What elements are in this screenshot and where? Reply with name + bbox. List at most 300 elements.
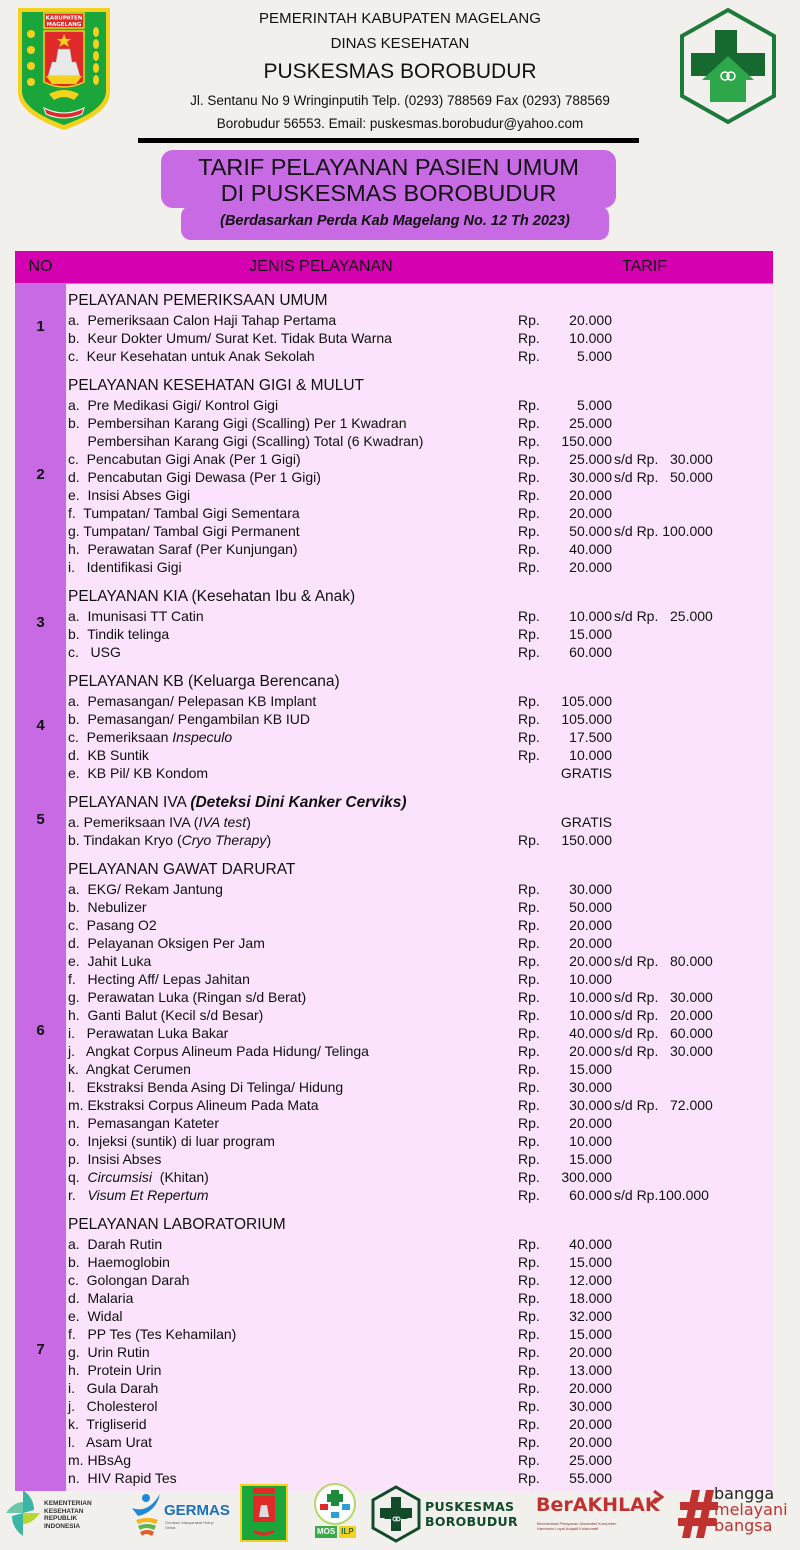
bangga-line-3: bangsa — [714, 1516, 773, 1535]
currency-label: Rp. — [518, 487, 540, 503]
currency-label: Rp. — [518, 989, 540, 1005]
price-value: 20.000 — [569, 1043, 612, 1059]
price-value: 20.000 — [569, 1115, 612, 1131]
germas-logo — [128, 1488, 228, 1543]
price-value: 105.000 — [561, 693, 612, 709]
table-row — [68, 764, 773, 782]
germas-logo-icon — [128, 1488, 168, 1543]
germas-name: GERMAS — [164, 1502, 230, 1519]
section-number: 2 — [15, 369, 66, 580]
table-row — [68, 625, 773, 643]
currency-label: Rp. — [518, 1007, 540, 1023]
section-number: 4 — [15, 665, 66, 786]
service-name — [68, 1078, 518, 1096]
price-value: 15.000 — [569, 1254, 612, 1270]
service-label: n. Pemasangan Kateter — [68, 1115, 219, 1131]
tariff-table — [15, 251, 773, 1491]
service-name — [68, 1168, 518, 1186]
price-value: 10.000 — [569, 971, 612, 987]
service-label: e. KB Pil/ KB Kondom — [68, 765, 209, 781]
price-value: 25.000 — [569, 1452, 612, 1468]
currency-label: Rp. — [518, 348, 540, 364]
service-name — [68, 916, 518, 934]
currency-label: Rp. — [518, 971, 540, 987]
price-range-max: s/d Rp. 30.000 — [614, 1043, 713, 1059]
germas-tagline: Gerakan Masyarakat Hidup Sehat — [165, 1520, 214, 1530]
price-value: 20.000 — [569, 917, 612, 933]
service-name — [68, 558, 518, 576]
puskesmas-name-line2: BOROBUDUR — [425, 1514, 518, 1529]
table-row — [68, 329, 773, 347]
chevron-right-icon — [652, 1490, 664, 1504]
kemenkes-line: INDONESIA — [44, 1522, 81, 1530]
price-value: 20.000 — [569, 559, 612, 575]
section-number: 1 — [15, 284, 66, 369]
service-name — [68, 1361, 518, 1379]
service-name — [68, 1150, 518, 1168]
service-label: i. Perawatan Luka Bakar — [68, 1025, 229, 1041]
table-row — [68, 1361, 773, 1379]
table-row — [68, 988, 773, 1006]
page-title-line1: TARIF PELAYANAN PASIEN UMUM — [198, 154, 579, 180]
column-header-no: NO — [28, 258, 53, 275]
table-section — [15, 1208, 773, 1491]
free-label: GRATIS — [560, 814, 612, 830]
price-value: 15.000 — [569, 626, 612, 642]
service-name — [68, 1186, 518, 1204]
service-name — [68, 1415, 518, 1433]
currency-label: Rp. — [518, 1079, 540, 1095]
service-name — [68, 710, 518, 728]
price-value: 30.000 — [569, 1097, 612, 1113]
service-label: b. Tindakan Kryo ( — [68, 832, 182, 848]
table-row — [68, 831, 773, 849]
table-row — [68, 1379, 773, 1397]
price-value: 30.000 — [569, 469, 612, 485]
free-label: GRATIS — [560, 765, 612, 781]
section-title-text: PELAYANAN KESEHATAN GIGI & MULUT — [68, 377, 364, 394]
hashtag-icon — [678, 1488, 718, 1540]
currency-label: Rp. — [518, 1308, 540, 1324]
price-value: 50.000 — [569, 899, 612, 915]
service-name — [68, 1271, 518, 1289]
service-label: b. Pembersihan Karang Gigi (Scalling) Per 1 Kwadran — [68, 415, 407, 431]
table-row — [68, 432, 773, 450]
service-label: a. Darah Rutin — [68, 1236, 163, 1252]
service-name — [68, 1343, 518, 1361]
service-name — [68, 764, 518, 782]
service-name — [68, 347, 518, 365]
price-value: 13.000 — [569, 1362, 612, 1378]
price-range-max: s/d Rp.100.000 — [614, 1187, 709, 1203]
price-value: 32.000 — [569, 1308, 612, 1324]
table-row — [68, 396, 773, 414]
section-number: 5 — [15, 786, 66, 853]
currency-label: Rp. — [518, 899, 540, 915]
currency-label: Rp. — [518, 953, 540, 969]
price-value: 20.000 — [569, 505, 612, 521]
currency-label: Rp. — [518, 1452, 540, 1468]
price-value: 300.000 — [561, 1169, 612, 1185]
section-title — [68, 857, 773, 880]
service-name — [68, 1253, 518, 1271]
currency-label: Rp. — [518, 1290, 540, 1306]
price-value: 10.000 — [569, 1133, 612, 1149]
service-label: d. Malaria — [68, 1290, 134, 1306]
currency-label: Rp. — [518, 1097, 540, 1113]
currency-label: Rp. — [518, 626, 540, 642]
table-row — [68, 952, 773, 970]
kemenkes-line: REPUBLIK — [44, 1515, 78, 1522]
service-name — [68, 643, 518, 661]
price-value: 20.000 — [569, 1344, 612, 1360]
price-value: 10.000 — [569, 747, 612, 763]
service-label: r. — [68, 1187, 88, 1203]
bangga-line-1: bangga — [714, 1484, 775, 1503]
price-value: 30.000 — [569, 1398, 612, 1414]
price-value: 25.000 — [569, 415, 612, 431]
column-header-tarif: TARIF — [621, 258, 668, 275]
service-label: d. Pencabutan Gigi Dewasa (Per 1 Gigi) — [68, 469, 321, 485]
currency-label: Rp. — [518, 1151, 540, 1167]
table-row — [68, 1433, 773, 1451]
berakhlak-tagline-2: Harmonis Loyal Adaptif Kolaboratif — [537, 1526, 599, 1531]
service-label: q. — [68, 1169, 88, 1185]
currency-label: Rp. — [518, 1380, 540, 1396]
table-row — [68, 414, 773, 432]
price-value: 60.000 — [569, 644, 612, 660]
service-label: e. Widal — [68, 1308, 123, 1324]
service-label: h. Protein Urin — [68, 1362, 162, 1378]
service-label: b. Nebulizer — [68, 899, 147, 915]
service-name — [68, 1307, 518, 1325]
page-subtitle: (Berdasarkan Perda Kab Magelang No. 12 Th 2023) — [220, 213, 570, 229]
currency-label: Rp. — [518, 433, 540, 449]
section-body — [66, 580, 773, 665]
service-label: d. Pelayanan Oksigen Per Jam — [68, 935, 265, 951]
price-value: 15.000 — [569, 1151, 612, 1167]
table-row — [68, 347, 773, 365]
currency-label: Rp. — [518, 1416, 540, 1432]
section-title-text: PELAYANAN LABORATORIUM — [68, 1216, 286, 1233]
footer-logos — [0, 1480, 800, 1550]
table-row — [68, 1114, 773, 1132]
header-divider — [138, 138, 639, 143]
table-row — [68, 311, 773, 329]
service-name — [68, 522, 518, 540]
currency-label: Rp. — [518, 1043, 540, 1059]
price-value: 5.000 — [576, 348, 612, 364]
currency-label: Rp. — [518, 1254, 540, 1270]
table-row — [68, 450, 773, 468]
currency-label: Rp. — [518, 608, 540, 624]
price-value: 150.000 — [561, 832, 612, 848]
header-government: PEMERINTAH KABUPATEN MAGELANG — [258, 10, 542, 27]
price-value: 25.000 — [569, 451, 612, 467]
section-title-text: PELAYANAN KB (Keluarga Berencana) — [68, 673, 340, 690]
currency-label: Rp. — [518, 505, 540, 521]
service-label: b. Haemoglobin — [68, 1254, 170, 1270]
currency-label: Rp. — [518, 1362, 540, 1378]
service-label: a. EKG/ Rekam Jantung — [68, 881, 223, 897]
service-name — [68, 1433, 518, 1451]
currency-label: Rp. — [518, 644, 540, 660]
table-row — [68, 1132, 773, 1150]
service-name — [68, 1451, 518, 1469]
service-name — [68, 450, 518, 468]
service-name — [68, 988, 518, 1006]
svg-text:KABUPATEN: KABUPATEN — [45, 15, 83, 22]
currency-label: Rp. — [518, 711, 540, 727]
section-title — [68, 669, 773, 692]
service-label: h. Ganti Balut (Kecil s/d Besar) — [68, 1007, 264, 1023]
price-value: 20.000 — [569, 312, 612, 328]
table-row — [68, 880, 773, 898]
service-label: d. KB Suntik — [68, 747, 149, 763]
table-row — [68, 1235, 773, 1253]
price-value: 40.000 — [569, 1025, 612, 1041]
service-name — [68, 831, 518, 849]
price-value: 10.000 — [569, 330, 612, 346]
table-body — [15, 284, 773, 1491]
price-value: 105.000 — [561, 711, 612, 727]
price-range-max: s/d Rp. 100.000 — [614, 523, 713, 539]
service-label: k. Trigliserid — [68, 1416, 147, 1432]
service-name — [68, 1024, 518, 1042]
section-body — [66, 665, 773, 786]
currency-label: Rp. — [518, 917, 540, 933]
service-label: c. Keur Kesehatan untuk Anak Sekolah — [68, 348, 315, 364]
price-value: 10.000 — [569, 608, 612, 624]
currency-label: Rp. — [518, 1344, 540, 1360]
table-section — [15, 369, 773, 580]
service-label: j. Angkat Corpus Alineum Pada Hidung/ Telinga — [68, 1043, 369, 1059]
price-value: 10.000 — [569, 989, 612, 1005]
section-title-text: PELAYANAN KIA (Kesehatan Ibu & Anak) — [68, 588, 356, 605]
currency-label: Rp. — [518, 935, 540, 951]
price-value: 5.000 — [576, 397, 612, 413]
service-name — [68, 813, 518, 831]
service-name — [68, 396, 518, 414]
price-value: 18.000 — [569, 1290, 612, 1306]
table-row — [68, 1343, 773, 1361]
table-row — [68, 468, 773, 486]
service-name — [68, 970, 518, 988]
price-range-max: s/d Rp. 25.000 — [614, 608, 713, 624]
section-number: 3 — [15, 580, 66, 665]
table-row — [68, 970, 773, 988]
currency-label: Rp. — [518, 832, 540, 848]
service-label: n. HIV Rapid Tes — [68, 1470, 177, 1486]
table-section — [15, 580, 773, 665]
page-title-line2: DI PUSKESMAS BOROBUDUR — [220, 180, 557, 206]
price-value: 15.000 — [569, 1061, 612, 1077]
service-label: b. Pemasangan/ Pengambilan KB IUD — [68, 711, 311, 727]
service-name — [68, 1235, 518, 1253]
table-row — [68, 1078, 773, 1096]
service-name — [68, 746, 518, 764]
section-title-text: PELAYANAN PEMERIKSAAN UMUM — [68, 292, 328, 309]
puskesmas-logo-icon — [668, 6, 788, 126]
table-row — [68, 504, 773, 522]
table-row — [68, 1289, 773, 1307]
currency-label: Rp. — [518, 312, 540, 328]
service-label-suffix: (Khitan) — [152, 1169, 209, 1185]
service-label-italic: Circumsisi — [87, 1169, 153, 1185]
price-range-max: s/d Rp. 72.000 — [614, 1097, 713, 1113]
service-label: g. Urin Rutin — [68, 1344, 150, 1360]
service-name — [68, 468, 518, 486]
currency-label: Rp. — [518, 1434, 540, 1450]
service-label: c. Golongan Darah — [68, 1272, 190, 1288]
service-name — [68, 934, 518, 952]
service-name — [68, 1325, 518, 1343]
service-label-italic: Cryo Therapy — [181, 832, 267, 848]
section-title — [68, 373, 773, 396]
price-range-max: s/d Rp. 50.000 — [614, 469, 713, 485]
table-row — [68, 1168, 773, 1186]
currency-label: Rp. — [518, 747, 540, 763]
service-name — [68, 1397, 518, 1415]
price-value: 150.000 — [561, 433, 612, 449]
kemenkes-line: KESEHATAN — [44, 1507, 84, 1515]
service-name — [68, 1379, 518, 1397]
service-label: f. Tumpatan/ Tambal Gigi Sementara — [68, 505, 300, 521]
service-label: h. Perawatan Saraf (Per Kunjungan) — [68, 541, 298, 557]
currency-label: Rp. — [518, 1272, 540, 1288]
service-name — [68, 1132, 518, 1150]
header-institution: PUSKESMAS BOROBUDUR — [263, 60, 537, 83]
service-label: f. PP Tes (Tes Kehamilan) — [68, 1326, 237, 1342]
service-label: b. Keur Dokter Umum/ Surat Ket. Tidak Buta Warna — [68, 330, 392, 346]
section-title — [68, 1212, 773, 1235]
header-department: DINAS KESEHATAN — [330, 35, 470, 52]
currency-label: Rp. — [518, 1236, 540, 1252]
section-body — [66, 1208, 773, 1491]
kabupaten-magelang-crest-icon — [239, 1483, 289, 1543]
price-value: 20.000 — [569, 953, 612, 969]
price-value: 40.000 — [569, 1236, 612, 1252]
currency-label: Rp. — [518, 1115, 540, 1131]
currency-label: Rp. — [518, 523, 540, 539]
ilp-label: ILP — [341, 1527, 354, 1536]
service-name — [68, 952, 518, 970]
currency-label: Rp. — [518, 469, 540, 485]
service-name — [68, 1096, 518, 1114]
table-row — [68, 710, 773, 728]
section-body — [66, 369, 773, 580]
berakhlak-logo — [536, 1490, 671, 1545]
price-value: 12.000 — [569, 1272, 612, 1288]
price-range-max: s/d Rp. 80.000 — [614, 953, 713, 969]
table-row — [68, 540, 773, 558]
service-name — [68, 486, 518, 504]
service-label: c. Pemeriksaan — [68, 729, 173, 745]
section-body — [66, 284, 773, 369]
mos-label: MOS — [317, 1527, 336, 1536]
section-title — [68, 584, 773, 607]
price-range-max: s/d Rp. 30.000 — [614, 451, 713, 467]
price-value: 20.000 — [569, 1416, 612, 1432]
price-range-max: s/d Rp. 60.000 — [614, 1025, 713, 1041]
table-row — [68, 813, 773, 831]
currency-label: Rp. — [518, 541, 540, 557]
berakhlak-ber: Ber — [536, 1494, 573, 1516]
service-name — [68, 414, 518, 432]
table-row — [68, 728, 773, 746]
currency-label: Rp. — [518, 1470, 540, 1486]
service-name — [68, 504, 518, 522]
puskesmas-borobudur-logo — [370, 1485, 530, 1545]
price-value: 20.000 — [569, 487, 612, 503]
price-value: 50.000 — [569, 523, 612, 539]
mos-ilp-logo — [310, 1482, 360, 1546]
service-name — [68, 880, 518, 898]
table-row — [68, 1096, 773, 1114]
currency-label: Rp. — [518, 1398, 540, 1414]
currency-label: Rp. — [518, 1025, 540, 1041]
puskesmas-logo-icon — [370, 1485, 422, 1543]
price-value: 20.000 — [569, 935, 612, 951]
table-row — [68, 934, 773, 952]
price-value: 17.500 — [569, 729, 612, 745]
service-label: c. USG — [68, 644, 121, 660]
table-row — [68, 1060, 773, 1078]
service-label: e. Jahit Luka — [68, 953, 152, 969]
section-title-text: PELAYANAN GAWAT DARURAT — [68, 861, 296, 878]
table-row — [68, 1307, 773, 1325]
bangga-melayani-bangsa-logo — [678, 1486, 798, 1546]
table-row — [68, 558, 773, 576]
service-label: a. Imunisasi TT Catin — [68, 608, 204, 624]
currency-label: Rp. — [518, 415, 540, 431]
service-label: o. Injeksi (suntik) di luar program — [68, 1133, 275, 1149]
price-value: 40.000 — [569, 541, 612, 557]
price-value: 55.000 — [569, 1470, 612, 1486]
service-label-italic: Visum Et Repertum — [87, 1187, 209, 1203]
section-number: 6 — [15, 853, 66, 1208]
price-value: 60.000 — [569, 1187, 612, 1203]
service-name — [68, 311, 518, 329]
service-name — [68, 625, 518, 643]
kemenkes-logo — [4, 1488, 114, 1538]
kemenkes-line: KEMENTERIAN — [44, 1500, 92, 1507]
price-value: 30.000 — [569, 881, 612, 897]
table-row — [68, 916, 773, 934]
table-row — [68, 1451, 773, 1469]
service-label-suffix: ) — [266, 832, 272, 848]
service-label: a. Pemeriksaan Calon Haji Tahap Pertama — [68, 312, 337, 328]
service-name — [68, 728, 518, 746]
currency-label: Rp. — [518, 397, 540, 413]
table-row — [68, 746, 773, 764]
bangga-line-2: melayani — [714, 1500, 788, 1519]
price-range-max: s/d Rp. 20.000 — [614, 1007, 713, 1023]
service-label: Pembersihan Karang Gigi (Scalling) Total (6 Kwadran) — [68, 433, 424, 449]
service-label: m. Ekstraksi Corpus Alineum Pada Mata — [68, 1097, 319, 1113]
price-range-max: s/d Rp. 30.000 — [614, 989, 713, 1005]
table-row — [68, 522, 773, 540]
currency-label: Rp. — [518, 729, 540, 745]
service-label: c. Pencabutan Gigi Anak (Per 1 Gigi) — [68, 451, 301, 467]
table-row — [68, 1415, 773, 1433]
table-row — [68, 1150, 773, 1168]
price-value: 20.000 — [569, 1380, 612, 1396]
service-label-italic: IVA test — [198, 814, 247, 830]
service-label: j. Cholesterol — [68, 1398, 158, 1414]
table-section — [15, 284, 773, 369]
currency-label: Rp. — [518, 693, 540, 709]
